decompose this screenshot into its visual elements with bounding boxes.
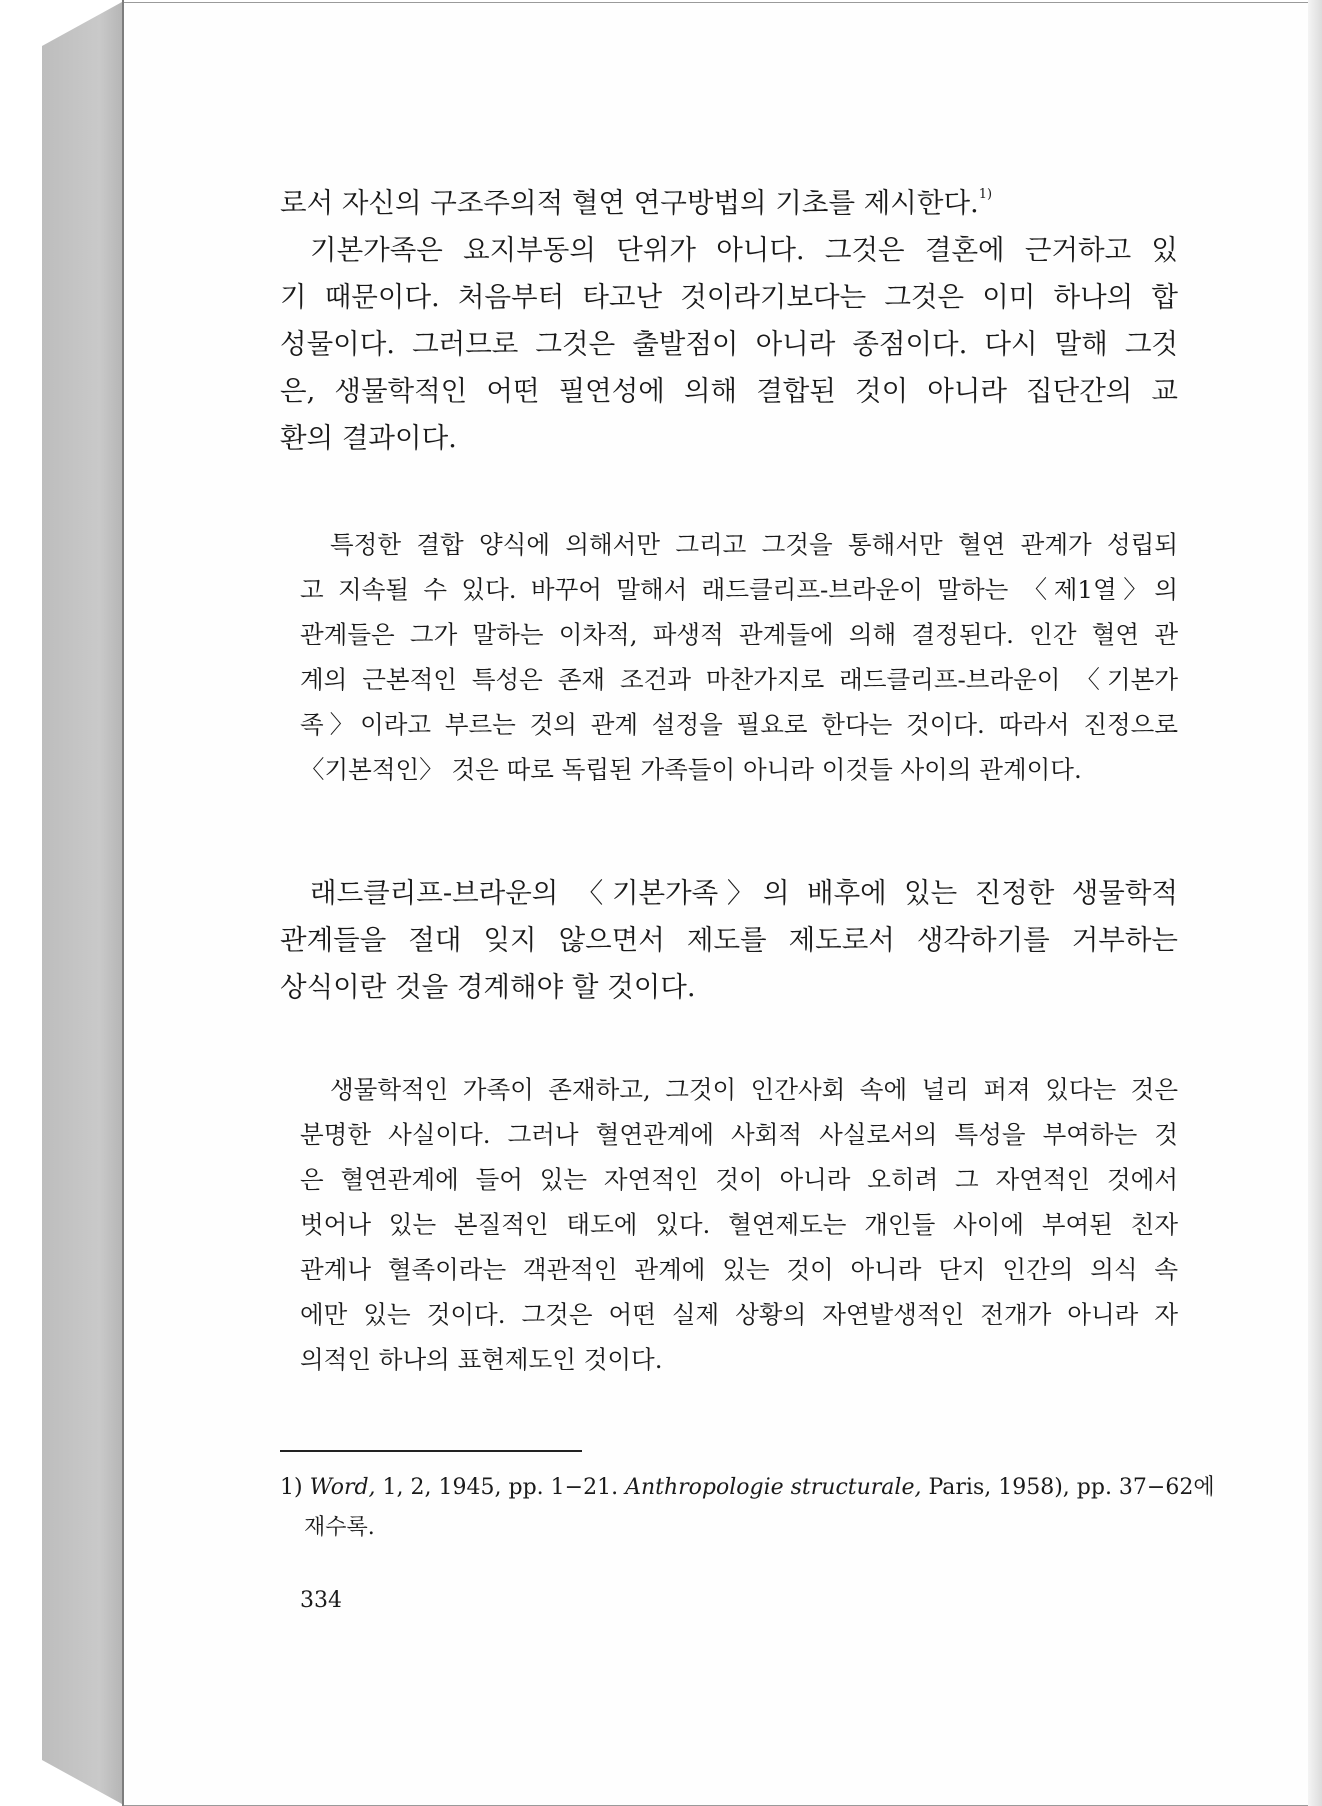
text-line: 생물학적인 가족이 존재하고, 그것이 인간사회 속에 널리 퍼져 있다는 것은 bbox=[330, 1075, 1178, 1104]
text-line: 기본가족은 요지부동의 단위가 아니다. 그것은 결혼에 근거하고 있 bbox=[310, 234, 1178, 266]
text-line: 의적인 하나의 표현제도인 것이다. bbox=[300, 1345, 663, 1374]
page-right-shadow bbox=[1308, 0, 1322, 1806]
text-line: 관계들은 그가 말하는 이차적, 파생적 관계들에 의해 결정된다. 인간 혈연 관 bbox=[300, 620, 1178, 649]
footnote-line: 재수록. bbox=[304, 1515, 375, 1540]
footnote-divider bbox=[280, 1450, 582, 1452]
footnote bbox=[280, 1468, 1215, 1548]
paragraph-1 bbox=[280, 180, 1178, 462]
text-line: 관계들을 절대 잊지 않으면서 제도를 제도로서 생각하기를 거부하는 bbox=[280, 924, 1178, 956]
text-line: 특정한 결합 양식에 의해서만 그리고 그것을 통해서만 혈연 관계가 성립되 bbox=[330, 530, 1178, 559]
text-line: 은 혈연관계에 들어 있는 자연적인 것이 아니라 오히려 그 자연적인 것에서 bbox=[300, 1165, 1178, 1194]
text-line: 고 지속될 수 있다. 바꾸어 말해서 래드클리프-브라운이 말하는 〈제1열〉의 bbox=[300, 575, 1178, 604]
footnote-citation: 1, 2, 1945, pp. 1−21. bbox=[375, 1475, 626, 1500]
text-line: 분명한 사실이다. 그러나 혈연관계에 사회적 사실로서의 특성을 부여하는 것 bbox=[300, 1120, 1178, 1149]
footnote-marker: 1) bbox=[978, 187, 993, 202]
paragraph-2 bbox=[280, 870, 1178, 1011]
text-line: 환의 결과이다. bbox=[280, 422, 457, 454]
text-line: 성물이다. 그러므로 그것은 출발점이 아니라 종점이다. 다시 말해 그것 bbox=[280, 328, 1178, 360]
text-line: 은, 생물학적인 어떤 필연성에 의해 결합된 것이 아니라 집단간의 교 bbox=[280, 375, 1178, 407]
footnote-journal: Word, bbox=[309, 1475, 376, 1500]
text-line: 족〉이라고 부르는 것의 관계 설정을 필요로 한다는 것이다. 따라서 진정으로 bbox=[300, 710, 1178, 739]
footnote-line bbox=[280, 1468, 1215, 1508]
footnote-book-title: Anthropologie structurale, bbox=[625, 1475, 922, 1500]
page-number: 334 bbox=[300, 1588, 342, 1613]
footnote-number: 1) bbox=[280, 1475, 303, 1500]
text-line: 상식이란 것을 경계해야 할 것이다. bbox=[280, 971, 696, 1003]
block-quote-1 bbox=[300, 522, 1178, 792]
footnote-citation: Paris, 1958), pp. 37−62에 bbox=[921, 1475, 1215, 1500]
text-line: 래드클리프-브라운의 〈기본가족〉의 배후에 있는 진정한 생물학적 bbox=[310, 877, 1178, 909]
text-line: 관계나 혈족이라는 객관적인 관계에 있는 것이 아니라 단지 인간의 의식 속 bbox=[300, 1255, 1178, 1284]
text-line: 에만 있는 것이다. 그것은 어떤 실제 상황의 자연발생적인 전개가 아니라 자 bbox=[300, 1300, 1178, 1329]
text-line: 계의 근본적인 특성은 존재 조건과 마찬가지로 래드클리프-브라운이 〈기본가 bbox=[300, 665, 1178, 694]
book-edge bbox=[42, 0, 124, 1806]
text-line: 벗어나 있는 본질적인 태도에 있다. 혈연제도는 개인들 사이에 부여된 친자 bbox=[300, 1210, 1178, 1239]
text-line: 로서 자신의 구조주의적 혈연 연구방법의 기초를 제시한다.$^{1)}$ bbox=[280, 187, 993, 219]
block-quote-2 bbox=[300, 1067, 1178, 1382]
text-line: 〈기본적인〉 것은 따로 독립된 가족들이 아니라 이것들 사이의 관계이다. bbox=[300, 755, 1082, 784]
text-line: 기 때문이다. 처음부터 타고난 것이라기보다는 그것은 이미 하나의 합 bbox=[280, 281, 1178, 313]
